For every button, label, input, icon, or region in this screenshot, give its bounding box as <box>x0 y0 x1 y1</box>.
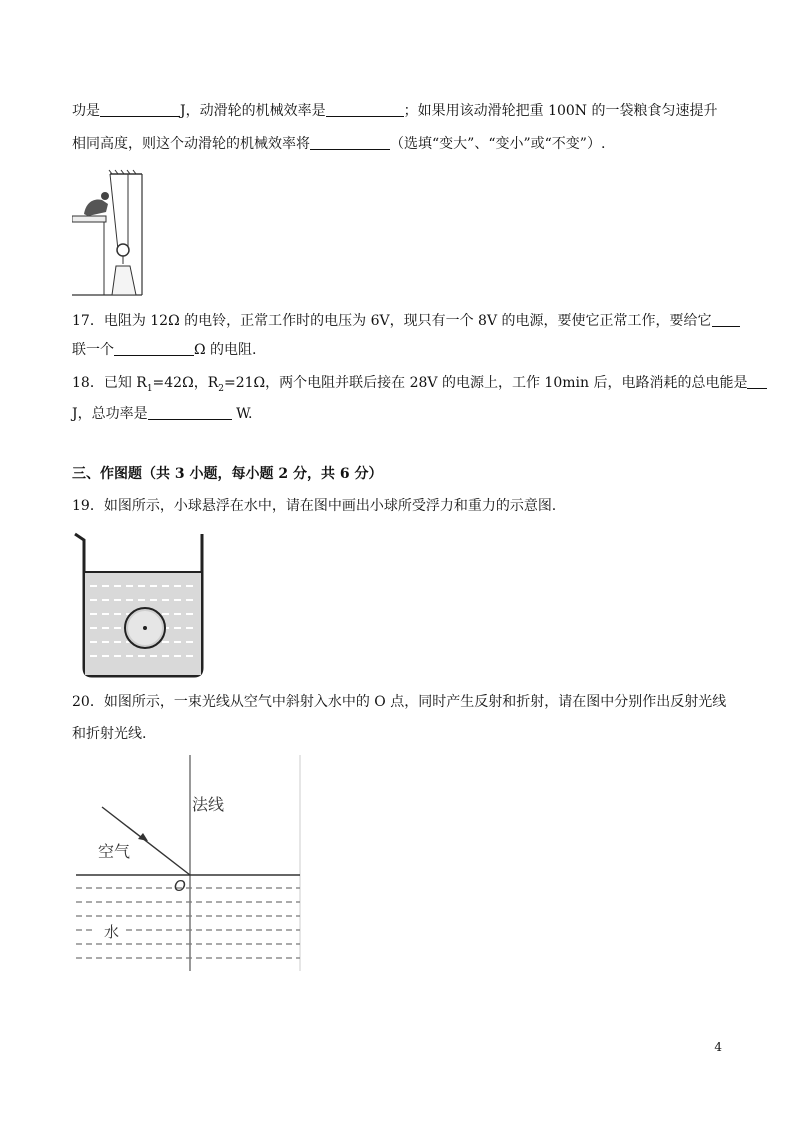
pulley-figure <box>72 168 148 298</box>
refraction-figure <box>72 755 304 973</box>
q18-text-b: =42Ω，R <box>152 375 219 391</box>
q18-text-e: W. <box>236 406 253 422</box>
answer-blank[interactable] <box>712 312 740 327</box>
q16-text-b: J，动滑轮的机械效率是 <box>180 103 326 119</box>
answer-blank[interactable] <box>100 102 180 117</box>
r2-subscript: 2 <box>218 383 224 394</box>
water-label: 水 <box>104 923 120 941</box>
q17-line2 <box>72 340 257 360</box>
q20-line2: 和折射光线. <box>72 726 147 742</box>
point-o-label: O <box>174 877 186 895</box>
q18-text-d: J，总功率是 <box>72 406 148 422</box>
answer-blank[interactable] <box>747 374 767 389</box>
q17-text-a: 17．电阻为 12Ω 的电铃，正常工作时的电压为 6V，现只有一个 8V 的电源，要使它正常工作，要给它 <box>72 313 712 329</box>
beaker-figure <box>72 530 216 680</box>
q18-text-a: 18．已知 R <box>72 375 147 391</box>
q16-text-e: （选填“变大”、“变小”或“不变”）. <box>390 136 606 152</box>
q20-line1: 20．如图所示，一束光线从空气中斜射入水中的 O 点，同时产生反射和折射，请在图中分别作出反射光线 <box>72 694 727 710</box>
q16-line2 <box>72 134 605 154</box>
page-number: 4 <box>714 1040 722 1054</box>
r1-subscript: 1 <box>146 383 153 394</box>
section-heading: 三、作图题（共 3 小题，每小题 2 分，共 6 分） <box>72 466 383 482</box>
answer-blank[interactable] <box>310 135 390 150</box>
q17-text-c: Ω 的电阻. <box>194 342 257 358</box>
answer-blank[interactable] <box>114 341 194 356</box>
q16-line1 <box>72 101 718 121</box>
air-label: 空气 <box>98 842 131 861</box>
normal-line-label: 法线 <box>192 795 225 814</box>
q16-text-c: ；如果用该动滑轮把重 100N 的一袋粮食匀速提升 <box>403 103 718 119</box>
q17-text-b: 联一个 <box>72 342 114 358</box>
answer-blank[interactable] <box>326 102 404 117</box>
q19-text: 19．如图所示，小球悬浮在水中，请在图中画出小球所受浮力和重力的示意图. <box>72 498 557 514</box>
q16-text-a: 功是 <box>72 103 100 119</box>
answer-blank[interactable] <box>148 405 232 420</box>
q18-line2 <box>72 404 252 424</box>
q17-line1 <box>72 311 740 331</box>
q16-text-d: 相同高度，则这个动滑轮的机械效率将 <box>72 136 310 152</box>
q18-text-c: =21Ω，两个电阻并联后接在 28V 的电源上，工作 10min 后，电路消耗的总电能是 <box>223 375 748 391</box>
q18-line1 <box>72 373 767 399</box>
